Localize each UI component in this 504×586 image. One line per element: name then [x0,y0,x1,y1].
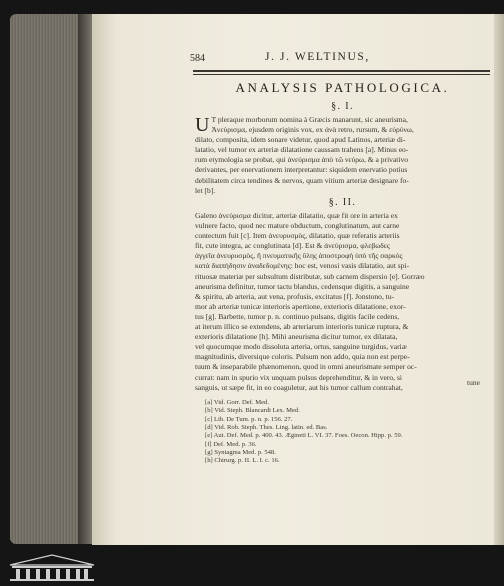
library-logo [6,553,98,583]
footnote: [g] Syntagma Med. p. 548. [205,449,276,457]
text-line: Galeno ἀνεύρισμα dicitur, arteriæ dilatatio, quæ fit ore in arteria ex [195,211,398,220]
section-1-heading: §. I. [331,101,354,112]
text-line: tus [g]. Barbette, tumor p. n. continuo pulsans, digitis facile cedens, [195,311,400,321]
text-line: magnitudinis, diversique coloris. Pulsum non addo, quia non est perpe- [195,352,410,362]
running-head-author: J. J. WELTINUS, [265,51,370,63]
text-line: rum etymologia se probat, qui ἀνεύρισμα ἀπὸ τῶ νεύρω, & a privativo [195,155,409,165]
text-line: currat: nam in spurio vix unquam pulsus deprehenditur, & in vero, si [195,372,402,382]
text-line: contectum fuit [c]. Item ἀνευρυσμὸς, dilatatio, quæ referatis arteriis [195,231,400,241]
footnote: [f] Def. Med. p. 36. [205,440,257,448]
chapter-title: ANALYSIS PATHOLOGICA. [235,80,450,95]
section-1-body [195,115,491,196]
text-line: sanguis, ut sæpe fit, in eo coaguletur, aut his tumor callum contrahat, [195,382,403,392]
footnote: [b] Vid. Steph. Blancardi Lex. Med. [205,407,300,415]
text-line: latatio, vel tumor ex arteriæ dilatatione caussam trahens [a]. Minus eo- [195,145,409,155]
drop-capital: U [195,114,210,136]
footnote: [c] Lib. De Tum. p. n. p. 156. 27. [205,415,293,423]
text-line: rituosæ materiæ per subsultum distributæ, sub carnem dispersio [e]. Gorræo [195,271,425,281]
page-stack-edge [10,14,88,544]
text-line: derivantes, per enervationem interpretantur: siquidem enervatio potius [195,165,408,175]
text-line: κατὰ διαπήδησιν ἀναδεδομένης: hoc est, venosi vasis dilatatio, aut spi- [195,261,410,271]
catchword: tune [467,378,480,387]
footnotes [205,399,485,466]
page-right-edge [494,14,504,545]
text-line: aneurisma definitur, tumor tactu blandus, cedensque digitis, a sanguine [195,281,410,291]
text-line: exterioris dilatatione [h]. Mihi aneurisma dicitur tumor, ex dilatata, [195,332,398,342]
text-line: mor ab arteriæ tunicæ interioris apertione, exterioris dilatatione, exor- [195,301,406,311]
text-line: vulnere facto, quod nec mature obductum, conglutinatum, aut carne [195,221,400,231]
text-line: fit, cute integra, ac conglutinata [d]. Est & ἀνεύρισμα, φλεβωδες [195,241,390,251]
text-line: tuum & inseparabile phænomenon, quod in omni aneurismate semper oc- [195,362,417,372]
text-line: let [b]. [195,185,216,195]
text-line: T pleraque morborum nomina à Græcis manarunt, sic aneurisma, [211,115,408,124]
text-line: ἀγγεῖα ἀνευρυσμὸς, ἢ πνευματικῆς ὕλης ἀποστροφὴ ὑπὸ τῆς σαρκὸς [195,251,403,261]
section-2-heading: §. II. [328,197,357,208]
text-line: at iterum illico se extendens, ab arteriarum interioris tunicæ ruptura, & [195,322,409,332]
running-header [190,53,490,67]
footnote: [a] Vid. Gorr. Def. Med. [205,399,269,406]
header-rule-thick [193,70,490,72]
text-line: vel quocumque modo dissoluta arteria, ortus, sanguine turgidus, variæ [195,342,407,352]
header-rule-thin [193,74,490,75]
section-2-body [195,211,491,393]
text-line: debilitatem circa tendines & nervos, quam vitium arteriæ designare fo- [195,175,409,185]
text-line: dilato, composita, idem sonare videtur, quod apud Latinos, arteriæ di- [195,135,406,145]
text-line: Ἀνεύρισμα, ejusdem originis vox, ex ἀνὰ retro, rursum, & εὐρύνω, [211,125,414,135]
text-line: & spiritu, ab arteria, aut vena, profusis, excitatus [f]. Jonstono, tu- [195,291,395,301]
footnote: [e] Aut. Def. Med. p. 400. 43. Ægineti L. VI. 37. Foes. Oecon. Hipp. p. 59. [205,432,403,440]
page-number: 584 [190,53,205,64]
footnote: [d] Vid. Rob. Steph. Thes. Ling. latin. ed. Bas. [205,424,328,432]
footnote: [h] Chirurg. p. II. L. I. c. 16. [205,457,280,465]
